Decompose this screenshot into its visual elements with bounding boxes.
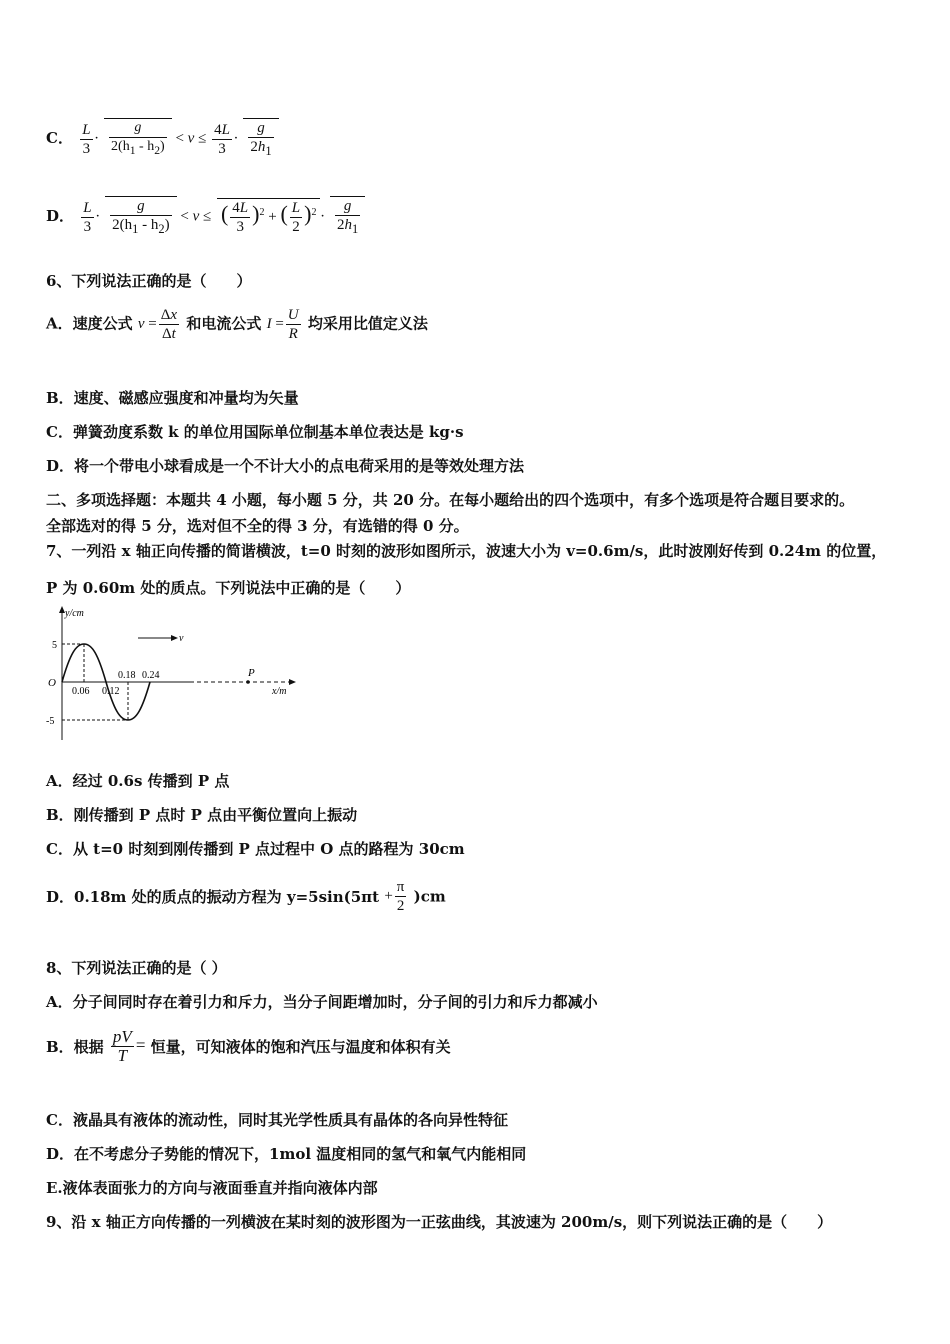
q7-option-d-post: )cm (413, 887, 446, 906)
q9-stem: 9、沿 x 轴正方向传播的一列横波在某时刻的波形图为一正弦曲线，其波速为 200m/s，则下列说法正确的是（ ） (46, 1213, 833, 1231)
q6-stem: 6、下列说法正确的是（ ） (46, 272, 252, 290)
q7-option-b: B．刚传播到 P 点时 P 点由平衡位置向上振动 (46, 806, 358, 824)
x-axis-label: x/m (272, 686, 287, 697)
q6-option-a (46, 306, 428, 343)
q8-option-b-pre: B．根据 (46, 1038, 104, 1056)
q8-option-e: E.液体表面张力的方向与液面垂直并指向液体内部 (46, 1179, 378, 1197)
y-pos-label: 5 (52, 640, 57, 651)
point-p (246, 680, 250, 684)
point-p-label: P (248, 667, 255, 679)
q5-option-c (46, 118, 279, 160)
section2-line2: 全部选对的得 5 分，选对但不全的得 3 分，有选错的得 0 分。 (46, 517, 469, 535)
q7-stem-line1: 7、一列沿 x 轴正向传播的简谐横波，t=0 时刻的波形如图所示，波速大小为 v=0.6m/s，此时波刚好传到 0.24m 的位置， (46, 542, 887, 560)
q6-velocity-formula: v = $\frac{\Delta x}{\Delta t}$ (137, 307, 178, 342)
x-tick-0-06: 0.06 (72, 686, 90, 697)
q7-option-d-pre: D．0.18m 处的质点的振动方程为 y=5sin(5πt (46, 888, 380, 906)
q8-gas-law-formula: $\frac{pV}{T}$ = (112, 1027, 146, 1065)
q6-option-a-post: 均采用比值定义法 (307, 314, 428, 333)
section2-line1: 二、多项选择题：本题共 4 小题，每小题 5 分，共 20 分。在每小题给出的四个选项中，有多个选项是符合题目要求的。 (46, 491, 855, 509)
q7-option-d (46, 878, 446, 915)
velocity-label: v (179, 633, 184, 644)
q7-wave-figure (40, 604, 300, 744)
q5-option-d-label: D． (46, 207, 75, 225)
x-tick-0-24: 0.24 (142, 670, 160, 681)
y-axis-label: y/cm (65, 608, 84, 619)
q7-option-d-phase: + $\frac{\pi}{2}$ (384, 879, 405, 914)
origin-label: O (48, 677, 56, 689)
q6-current-formula: I = $\frac{U}{R}$ (266, 307, 299, 342)
q5-option-c-expr: $\frac{L}{3}$ · $\frac{g}{2(h_1 - h_2)}$ < v ≤ $\frac{4L}{3}$ · $\frac{g}{2h_1}$ (78, 118, 278, 160)
x-tick-0-12: 0.12 (102, 686, 120, 697)
q8-stem: 8、下列说法正确的是（ ） (46, 959, 227, 977)
velocity-arrowhead (171, 635, 178, 641)
q7-option-c: C．从 t=0 时刻到刚传播到 P 点过程中 O 点的路程为 30cm (46, 840, 465, 858)
q7-stem-line2: P 为 0.60m 处的质点。下列说法中正确的是（ ） (46, 579, 411, 597)
q5-option-d-expr: $\frac{L}{3}$ · $\frac{g}{2(h_1 - h_2)}$ < v ≤ ( $\frac{4L}{3}$ )$^2$ + ( $\frac{L}{2}$ )$^2$ · $\frac{g}{2h_1}$ (79, 196, 365, 238)
q5-option-c-label: C． (46, 129, 73, 147)
q7-option-a: A．经过 0.6s 传播到 P 点 (46, 772, 230, 790)
q8-option-d: D．在不考虑分子势能的情况下，1mol 温度相同的氢气和氧气内能相同 (46, 1145, 527, 1163)
q8-option-b-post: 恒量，可知液体的饱和汽压与温度和体积有关 (150, 1038, 451, 1056)
q8-option-a: A．分子间同时存在着引力和斥力，当分子间距增加时，分子间的引力和斥力都减小 (46, 993, 598, 1011)
q5-option-d (46, 196, 365, 238)
q6-option-a-mid: 和电流公式 (186, 314, 262, 333)
q6-option-d: D．将一个带电小球看成是一个不计大小的点电荷采用的是等效处理方法 (46, 457, 525, 475)
q8-option-c: C．液晶具有液体的流动性，同时其光学性质具有晶体的各向异性特征 (46, 1111, 508, 1129)
x-tick-0-18: 0.18 (118, 670, 136, 681)
y-neg-label: -5 (46, 716, 55, 727)
q8-option-b (46, 1028, 451, 1065)
q6-option-a-pre: A．速度公式 (46, 314, 133, 333)
q6-option-c: C．弹簧劲度系数 k 的单位用国际单位制基本单位表达是 kg·s (46, 423, 464, 441)
x-axis-arrow (289, 679, 296, 685)
q6-option-b: B．速度、磁感应强度和冲量均为矢量 (46, 389, 299, 407)
